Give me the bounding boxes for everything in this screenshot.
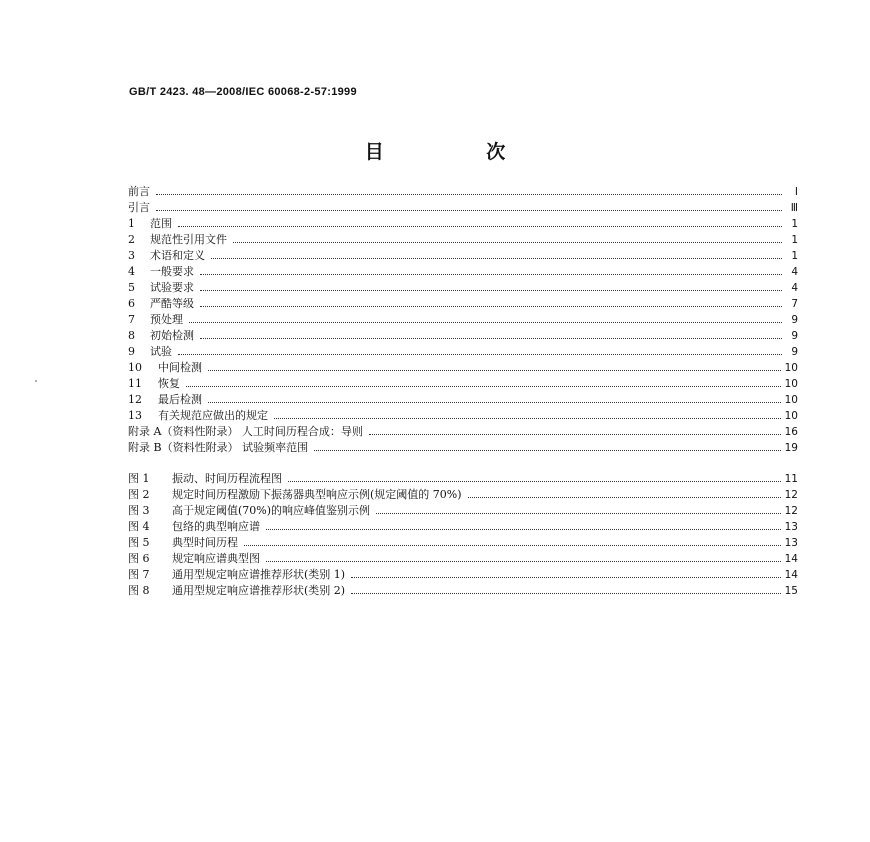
section-title: 预处理	[150, 313, 183, 326]
figure-title: 通用型规定响应谱推荐形状(类别 2)	[172, 584, 346, 597]
page-number: 10	[784, 378, 798, 390]
section-title: 初始检测	[150, 329, 194, 342]
toc-entry	[128, 232, 798, 248]
section-number: 12	[128, 393, 142, 406]
figure-number: 图 5	[128, 536, 150, 549]
toc-entry	[128, 296, 798, 312]
page-number: 10	[784, 394, 798, 406]
section-number: 13	[128, 409, 142, 422]
page-number: 13	[784, 521, 798, 533]
section-title: 附录 B（资料性附录） 试验频率范围	[128, 441, 309, 454]
page-number: 14	[784, 569, 798, 581]
figure-title: 通用型规定响应谱推荐形状(类别 1)	[172, 568, 346, 581]
dot-leader	[156, 210, 782, 211]
figure-number: 图 6	[128, 552, 150, 565]
toc-entry	[128, 376, 798, 392]
page-title: 目 次	[364, 141, 554, 163]
figure-entry	[128, 567, 798, 583]
dot-leader	[274, 418, 781, 419]
section-number: 1	[128, 217, 135, 230]
section-title: 试验	[150, 345, 172, 358]
toc-entry	[128, 216, 798, 232]
figure-title: 规定响应谱典型图	[172, 552, 260, 565]
figure-title: 高于规定阈值(70%)的响应峰值鉴别示例	[172, 504, 371, 517]
section-number: 3	[128, 249, 135, 262]
dot-leader	[351, 577, 781, 578]
figure-entry	[128, 551, 798, 567]
toc-entry	[128, 424, 798, 440]
page-number: 9	[791, 346, 798, 358]
toc-entry	[128, 440, 798, 456]
toc-entry	[128, 312, 798, 328]
dot-leader	[351, 593, 781, 594]
dot-leader	[208, 402, 781, 403]
standard-number: GB/T 2423. 48—2008/IEC 60068-2-57:1999	[129, 86, 357, 98]
page-number: 19	[784, 442, 798, 454]
page-number: I	[794, 186, 798, 198]
toc-entry	[128, 264, 798, 280]
dot-leader	[156, 194, 782, 195]
section-number: 2	[128, 233, 135, 246]
figure-title: 包络的典型响应谱	[172, 520, 260, 533]
section-title: 术语和定义	[150, 249, 205, 262]
page-number: 4	[791, 282, 798, 294]
dot-leader	[244, 545, 781, 546]
section-title: 最后检测	[158, 393, 202, 406]
figure-entry	[128, 503, 798, 519]
figure-entry	[128, 519, 798, 535]
dot-leader	[211, 258, 782, 259]
figure-number: 图 3	[128, 504, 150, 517]
dot-leader	[468, 497, 781, 498]
figure-title: 振动、时间历程流程图	[172, 472, 282, 485]
section-number: 11	[128, 377, 142, 390]
section-number: 6	[128, 297, 135, 310]
page-number: 4	[791, 266, 798, 278]
section-title: 附录 A（资料性附录） 人工时间历程合成：导则	[128, 425, 363, 438]
page-number: 16	[784, 426, 798, 438]
figure-title: 典型时间历程	[172, 536, 238, 549]
dot-leader	[186, 386, 781, 387]
figure-title: 规定时间历程激励下振荡器典型响应示例(规定阈值的 70%)	[172, 488, 462, 501]
dot-leader	[369, 434, 781, 435]
section-title: 严酷等级	[150, 297, 194, 310]
page-number: 13	[784, 537, 798, 549]
section-number: 5	[128, 281, 135, 294]
section-number: 7	[128, 313, 135, 326]
page-number: 14	[784, 553, 798, 565]
dot-leader	[200, 306, 782, 307]
toc-entry	[128, 408, 798, 424]
dot-leader	[233, 242, 782, 243]
page-number: 11	[784, 473, 798, 485]
table-of-contents	[128, 184, 798, 456]
page-number: 9	[791, 314, 798, 326]
figure-entry	[128, 487, 798, 503]
section-title: 引言	[128, 201, 150, 214]
dot-leader	[200, 274, 782, 275]
section-title: 试验要求	[150, 281, 194, 294]
page-number: 1	[791, 218, 798, 230]
dot-leader	[189, 322, 782, 323]
toc-entry	[128, 328, 798, 344]
figure-number: 图 2	[128, 488, 150, 501]
section-title: 一般要求	[150, 265, 194, 278]
section-number: 9	[128, 345, 135, 358]
section-title: 规范性引用文件	[150, 233, 227, 246]
dot-leader	[178, 354, 782, 355]
page-number: 10	[784, 410, 798, 422]
toc-entry	[128, 248, 798, 264]
page-number: Ⅲ	[790, 202, 798, 214]
dot-leader	[178, 226, 782, 227]
section-title: 恢复	[158, 377, 180, 390]
page-number: 12	[784, 489, 798, 501]
page-number: 1	[791, 234, 798, 246]
page-number: 12	[784, 505, 798, 517]
page-number: 10	[784, 362, 798, 374]
figure-list	[128, 471, 798, 599]
figure-entry	[128, 583, 798, 599]
toc-entry	[128, 344, 798, 360]
section-number: 10	[128, 361, 142, 374]
section-number: 8	[128, 329, 135, 342]
toc-entry	[128, 184, 798, 200]
figure-entry	[128, 535, 798, 551]
section-title: 中间检测	[158, 361, 202, 374]
figure-number: 图 1	[128, 472, 150, 485]
page-number: 9	[791, 330, 798, 342]
scan-speck	[35, 380, 37, 382]
dot-leader	[266, 561, 781, 562]
figure-number: 图 4	[128, 520, 150, 533]
figure-number: 图 8	[128, 584, 150, 597]
page-number: 15	[784, 585, 798, 597]
section-number: 4	[128, 265, 135, 278]
toc-entry	[128, 392, 798, 408]
section-title: 有关规范应做出的规定	[158, 409, 268, 422]
figure-number: 图 7	[128, 568, 150, 581]
page-number: 1	[791, 250, 798, 262]
section-title: 范围	[150, 217, 172, 230]
dot-leader	[288, 481, 781, 482]
toc-entry	[128, 360, 798, 376]
figure-entry	[128, 471, 798, 487]
dot-leader	[266, 529, 781, 530]
section-title: 前言	[128, 185, 150, 198]
toc-entry	[128, 200, 798, 216]
dot-leader	[376, 513, 781, 514]
dot-leader	[208, 370, 781, 371]
dot-leader	[200, 338, 782, 339]
dot-leader	[200, 290, 782, 291]
page-number: 7	[791, 298, 798, 310]
dot-leader	[314, 450, 781, 451]
toc-entry	[128, 280, 798, 296]
